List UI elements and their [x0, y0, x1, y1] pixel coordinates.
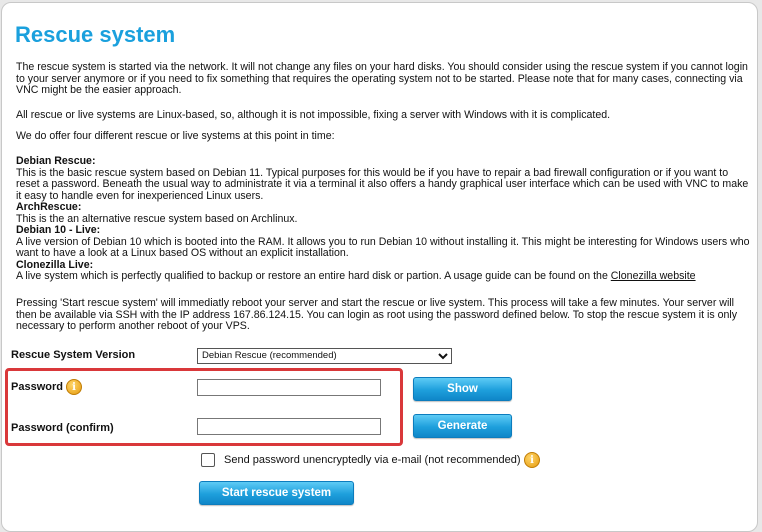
rescue-system-panel: [1, 2, 758, 532]
clonezilla-desc-text: A live system which is perfectly qualified to backup or restore an entire hard disk or partion. A usage guide can be found on the: [16, 270, 611, 282]
send-email-checkbox[interactable]: [201, 453, 215, 467]
send-email-label: Send password unencryptedly via e-mail (not recommended): [224, 454, 521, 466]
page-title: Rescue system: [15, 22, 176, 47]
chevron-down-icon: [437, 350, 449, 362]
intro-paragraph-1: The rescue system is started via the network. It will not change any files on your hard disks. You should consider using the rescue system if you cannot login to your server anymore or if you need to fix something that requires the operating system not to be started. Please note that for many cases, connecting via VNC might be the easier approach.: [16, 61, 748, 96]
show-button[interactable]: Show: [413, 377, 512, 401]
generate-button[interactable]: Generate: [413, 414, 512, 438]
password-confirm-field[interactable]: [197, 418, 381, 435]
rescue-version-selected: Debian Rescue (recommended): [202, 350, 337, 361]
info-icon[interactable]: i: [66, 379, 82, 395]
system-name-clonezilla: Clonezilla Live:: [16, 258, 94, 271]
password-field[interactable]: [197, 379, 381, 396]
rescue-version-select[interactable]: [197, 348, 452, 364]
password-label: Password: [11, 381, 63, 393]
system-desc-clonezilla: [16, 271, 751, 283]
system-desc-archrescue: This is the an alternative rescue system based on Archlinux.: [16, 212, 298, 225]
info-icon[interactable]: i: [524, 452, 540, 468]
password-confirm-label: Password (confirm): [11, 422, 114, 434]
start-rescue-button[interactable]: Start rescue system: [199, 481, 354, 505]
intro-paragraph-3: We do offer four different rescue or live systems at this point in time:: [16, 130, 335, 142]
system-name-debian-rescue: Debian Rescue:: [16, 155, 96, 167]
rescue-version-label: Rescue System Version: [11, 349, 136, 361]
system-name-debian-live: Debian 10 - Live:: [16, 224, 101, 236]
reboot-note: Pressing 'Start rescue system' will immediatly reboot your server and start the rescue or live system. This process will take a few minutes. Your server will then be available via SSH with the IP address 167.86.124.15. You can login as root using the password defined below. To stop the rescue system it is only necessary to perform another reboot of your VPS.: [16, 297, 738, 332]
system-name-archrescue: ArchRescue:: [16, 201, 82, 213]
system-desc-debian-rescue: This is the basic rescue system based on Debian 11. Typical purposes for this would be if you have to repair a bad firewall configuration or if you want to reset a password. Beneath the usual way to administrate it via a terminal it also offers a handy graphical user interface which can be used with VNC to make it easy to handle even for inexperienced Linux users.: [16, 166, 749, 202]
system-desc-debian-live: A live version of Debian 10 which is booted into the RAM. It allows you to run Debian 10 without installing it. This might be interesting for Windows users who want to have a look at a Linux based OS without an explicit installation.: [16, 235, 750, 259]
clonezilla-website-link[interactable]: Clonezilla website: [610, 270, 696, 282]
intro-paragraph-2: All rescue or live systems are Linux-based, so, although it is not impossible, fixing a server with Windows with it is complicated.: [16, 109, 611, 121]
rescue-systems-list: [16, 156, 751, 283]
